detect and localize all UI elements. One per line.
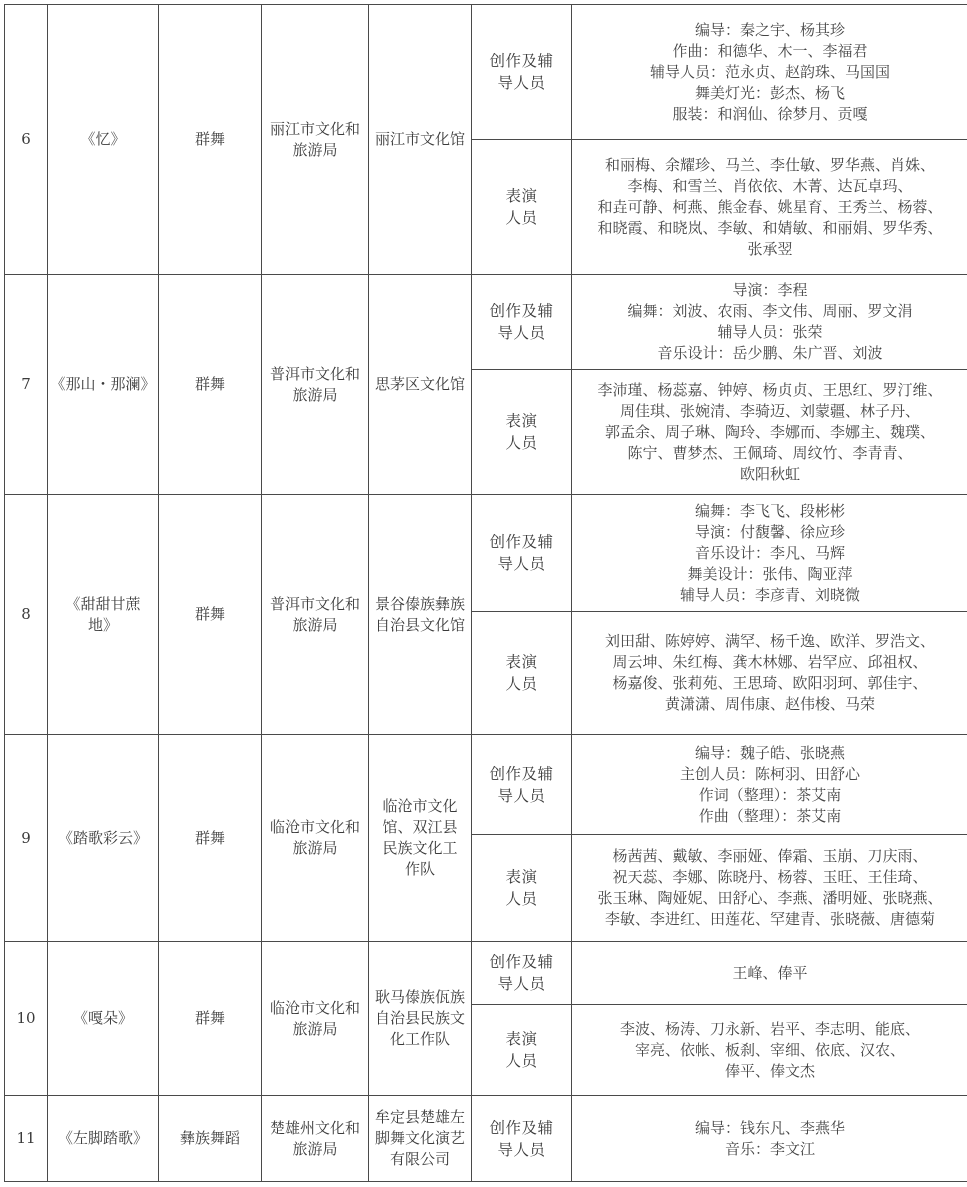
name-line: 欧阳秋虹: [739, 464, 800, 483]
name-line: 张玉琳、陶娅妮、田舒心、李燕、潘明娅、张晓燕、: [597, 889, 943, 907]
role-label-cell: [472, 275, 572, 370]
creative-staff-label: 创作及辅导人员: [489, 764, 554, 805]
program-type: 群舞: [159, 495, 262, 735]
table-row: [5, 495, 967, 612]
performing-unit: [369, 5, 472, 275]
table-row: [5, 275, 967, 370]
role-label-cell: [472, 735, 572, 835]
name-line: 音乐：李文江: [724, 1139, 815, 1158]
role-label-cell: [472, 1096, 572, 1182]
creative-staff-list: [572, 5, 967, 140]
name-line: 李梅、和雪兰、肖依依、木菁、达瓦卓玛、: [627, 176, 913, 195]
role-label-cell: [472, 612, 572, 735]
creative-staff-label: 创作及辅导人员: [489, 302, 554, 342]
performers-list: [572, 612, 967, 735]
name-line: 编舞：刘波、农雨、李文伟、周丽、罗文涓: [627, 302, 913, 320]
role-label-cell: [472, 140, 572, 275]
role-label-cell: [472, 1005, 572, 1096]
performers-list: [572, 140, 967, 275]
row-number: 9: [5, 735, 48, 942]
program-title-text: 《甜甜甘蔗地》: [65, 594, 141, 634]
name-line: 祝天蕊、李娜、陈晓丹、杨蓉、玉旺、王佳琦、: [612, 868, 928, 886]
name-line: 俸平、俸文杰: [724, 1061, 815, 1080]
program-type: 群舞: [159, 942, 262, 1096]
name-line: 张承翌: [747, 239, 793, 258]
performing-unit: [369, 275, 472, 495]
performing-unit-text: 丽江市文化馆: [374, 130, 465, 148]
name-line: 编导：魏子皓、张晓燕: [694, 743, 845, 762]
performing-unit: [369, 735, 472, 942]
name-line: 作词（整理）：茶艾南: [698, 785, 842, 804]
submitting-organization-text: 普洱市文化和旅游局: [269, 364, 360, 404]
program-roster-table: [4, 4, 967, 1182]
creative-staff-label: 创作及辅导人员: [489, 1118, 554, 1159]
creative-staff-list: [572, 735, 967, 835]
submitting-organization-text: 临沧市文化和旅游局: [269, 998, 360, 1038]
submitting-organization-text: 楚雄州文化和旅游局: [269, 1118, 360, 1158]
performers-label: 表演人员: [505, 1030, 538, 1070]
program-title: [48, 495, 159, 735]
creative-staff-label: 创作及辅导人员: [489, 52, 554, 92]
performing-unit-text: 思茅区文化馆: [374, 375, 465, 393]
performers-label: 表演人员: [505, 653, 538, 693]
performing-unit-text: 耿马傣族佤族自治县民族文化工作队: [374, 988, 465, 1048]
performers-list: [572, 370, 967, 495]
name-line: 音乐设计：李凡、马辉: [694, 543, 845, 562]
name-line: 和丽梅、余耀珍、马兰、李仕敏、罗华燕、肖姝、: [604, 155, 935, 174]
name-line: 王峰、俸平: [732, 963, 808, 982]
name-line: 作曲：和德华、木一、李福君: [672, 41, 868, 60]
name-line: 作曲（整理）：茶艾南: [698, 806, 842, 825]
creative-staff-list: [572, 495, 967, 612]
name-line: 舞美设计：张伟、陶亚萍: [687, 564, 853, 583]
name-line: 舞美灯光：彭杰、杨飞: [694, 83, 845, 102]
performers-label: 表演人员: [505, 412, 538, 452]
submitting-organization-text: 丽江市文化和旅游局: [269, 119, 360, 159]
performing-unit: [369, 495, 472, 735]
name-line: 导演：付馥馨、徐应珍: [694, 522, 845, 541]
program-type: 群舞: [159, 5, 262, 275]
submitting-organization: [262, 275, 369, 495]
performing-unit-text: 景谷傣族彝族自治县文化馆: [374, 594, 465, 634]
name-line: 和垚可静、柯燕、熊金春、姚星育、王秀兰、杨蓉、: [597, 197, 943, 216]
submitting-organization: [262, 5, 369, 275]
program-title: 《那山・那澜》: [48, 275, 159, 495]
name-line: 宰亮、依帐、板刹、宰细、依底、汉农、: [634, 1040, 905, 1059]
name-line: 编导：秦之宇、杨其珍: [694, 20, 845, 39]
performers-list: [572, 835, 967, 942]
roster-body: [5, 5, 967, 1182]
name-line: 杨嘉俊、张莉苑、王思琦、欧阳羽珂、郭佳宇、: [612, 674, 928, 692]
creative-staff-list: [572, 1096, 967, 1182]
name-line: 李波、杨涛、刀永新、岩平、李志明、能底、: [619, 1019, 920, 1038]
role-label-cell: [472, 495, 572, 612]
name-line: 李敏、李进红、田莲花、罕建青、张晓薇、唐德菊: [604, 910, 935, 928]
table-row: [5, 942, 967, 1005]
name-line: 杨茜茜、戴敏、李丽娅、俸霜、玉崩、刀庆雨、: [612, 847, 928, 865]
program-type: 群舞: [159, 275, 262, 495]
name-line: 编舞：李飞飞、段彬彬: [694, 501, 845, 520]
name-line: 辅导人员：李彦青、刘晓微: [679, 585, 860, 604]
submitting-organization-text: 临沧市文化和旅游局: [269, 818, 360, 857]
creative-staff-label: 创作及辅导人员: [489, 953, 554, 993]
name-line: 刘田甜、陈婷婷、满罕、杨千逸、欧洋、罗浩文、: [604, 632, 935, 650]
name-line: 导演：李程: [732, 281, 808, 299]
name-line: 周云坤、朱红梅、龚木林娜、岩罕应、邱祖权、: [612, 653, 928, 671]
table-row: [5, 1096, 967, 1182]
name-line: 和晓霞、和晓岚、李敏、和婧敏、和丽娟、罗华秀、: [597, 218, 943, 237]
row-number: 6: [5, 5, 48, 275]
program-type: 群舞: [159, 735, 262, 942]
creative-staff-label: 创作及辅导人员: [489, 533, 554, 573]
submitting-organization: [262, 1096, 369, 1182]
program-title: 《踏歌彩云》: [48, 735, 159, 942]
role-label-cell: [472, 835, 572, 942]
performers-list: [572, 1005, 967, 1096]
performers-label: 表演人员: [505, 868, 538, 908]
submitting-organization: [262, 735, 369, 942]
creative-staff-list: [572, 275, 967, 370]
name-line: 主创人员：陈柯羽、田舒心: [679, 764, 860, 783]
submitting-organization-text: 普洱市文化和旅游局: [269, 594, 360, 634]
table-row: [5, 735, 967, 835]
program-type: 彝族舞蹈: [159, 1096, 262, 1182]
name-line: 陈宁、曹梦杰、王佩琦、周纹竹、李青青、: [627, 443, 913, 462]
role-label-cell: [472, 370, 572, 495]
performing-unit: [369, 1096, 472, 1182]
name-line: 周佳琪、张婉清、李骑迈、刘蒙疆、林子丹、: [619, 401, 920, 420]
performing-unit: [369, 942, 472, 1096]
name-line: 音乐设计：岳少鹏、朱广晋、刘波: [657, 344, 883, 362]
row-number: 10: [5, 942, 48, 1096]
submitting-organization: [262, 942, 369, 1096]
role-label-cell: [472, 5, 572, 140]
name-line: 辅导人员：张荣: [717, 323, 823, 341]
row-number: 8: [5, 495, 48, 735]
row-number: 11: [5, 1096, 48, 1182]
submitting-organization: [262, 495, 369, 735]
performers-label: 表演人员: [505, 187, 538, 227]
program-title: 《嘎朵》: [48, 942, 159, 1096]
row-number: 7: [5, 275, 48, 495]
name-line: 黄潇潇、周伟康、赵伟梭、马荣: [664, 695, 875, 713]
name-line: 编导：钱东凡、李燕华: [694, 1118, 845, 1137]
performing-unit-text: 牟定县楚雄左脚舞文化演艺有限公司: [374, 1108, 465, 1168]
name-line: 服装：和润仙、徐梦月、贡嘎: [672, 104, 868, 123]
creative-staff-list: [572, 942, 967, 1005]
program-title: 《左脚踏歌》: [48, 1096, 159, 1182]
name-line: 李沛瑾、杨蕊嘉、钟婷、杨贞贞、王思红、罗汀维、: [597, 380, 943, 399]
performing-unit-text: 临沧市文化馆、双江县民族文化工作队: [382, 797, 458, 878]
program-title: 《忆》: [48, 5, 159, 275]
name-line: 郭孟余、周子琳、陶玲、李娜而、李娜主、魏璞、: [604, 422, 935, 441]
name-line: 辅导人员：范永贞、赵韵珠、马国国: [649, 62, 890, 81]
table-row: [5, 5, 967, 140]
role-label-cell: [472, 942, 572, 1005]
